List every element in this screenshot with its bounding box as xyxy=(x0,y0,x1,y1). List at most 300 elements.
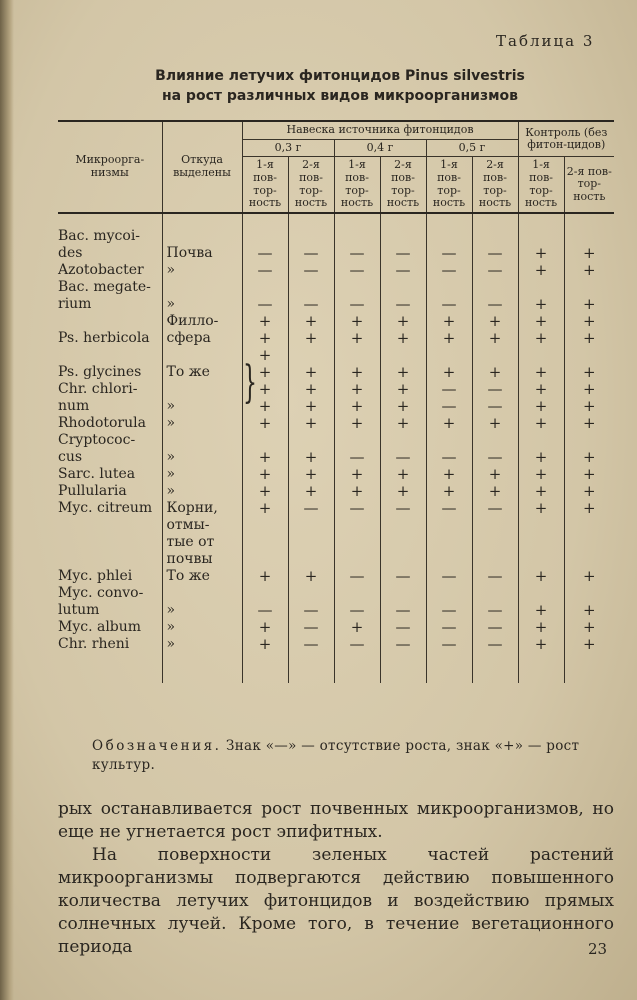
growth-mark: + xyxy=(334,466,380,483)
spacer-cell xyxy=(518,653,564,683)
growth-mark xyxy=(288,228,334,245)
header-dose: Навеска источника фитонцидов xyxy=(242,121,518,139)
microorganism-name: des xyxy=(58,244,83,261)
header-dose-03: 0,3 г xyxy=(242,139,334,157)
table-row xyxy=(58,500,614,517)
growth-mark: — xyxy=(288,296,334,313)
growth-mark: — xyxy=(426,568,472,585)
growth-mark: + xyxy=(242,398,288,415)
table-row xyxy=(58,551,614,568)
growth-mark: — xyxy=(472,500,518,517)
spacer-cell xyxy=(472,213,518,228)
growth-mark xyxy=(380,534,426,551)
growth-mark xyxy=(472,534,518,551)
table-number: Таблица 3 xyxy=(496,32,595,50)
spacer-cell xyxy=(564,653,614,683)
growth-mark: — xyxy=(426,262,472,279)
growth-mark: — xyxy=(334,500,380,517)
growth-mark xyxy=(334,534,380,551)
header-rep: 2-я пов-тор-ность xyxy=(564,157,614,213)
growth-mark: — xyxy=(472,602,518,619)
spacer-cell xyxy=(242,213,288,228)
microorganism-name: Myc. citreum xyxy=(58,499,153,516)
growth-mark: + xyxy=(426,466,472,483)
growth-mark: + xyxy=(380,313,426,330)
header-rep: 1-я пов-тор-ность xyxy=(518,157,564,213)
growth-mark: — xyxy=(380,602,426,619)
table-title-line-1: Влияние летучих фитонцидов Pinus silvestris xyxy=(155,68,525,84)
growth-mark: + xyxy=(288,568,334,585)
growth-mark: — xyxy=(426,636,472,653)
growth-mark: — xyxy=(426,449,472,466)
growth-mark: + xyxy=(564,398,614,415)
growth-mark: + xyxy=(334,381,380,398)
spacer-cell xyxy=(288,653,334,683)
microorganism-name: Cryptococ- xyxy=(58,431,136,448)
growth-mark xyxy=(518,585,564,602)
growth-mark: + xyxy=(242,466,288,483)
source-cell: » xyxy=(162,262,242,279)
microorganism-name: Pullularia xyxy=(58,482,127,499)
growth-mark: + xyxy=(564,602,614,619)
growth-mark xyxy=(472,551,518,568)
source-cell: » xyxy=(162,466,242,483)
growth-mark: + xyxy=(426,483,472,500)
growth-mark: + xyxy=(334,619,380,636)
table-row xyxy=(58,296,614,313)
growth-mark xyxy=(380,228,426,245)
growth-mark xyxy=(518,551,564,568)
microorganism-name xyxy=(58,347,162,364)
growth-mark: + xyxy=(242,330,288,347)
growth-mark: + xyxy=(518,398,564,415)
table-row xyxy=(58,653,614,683)
growth-mark: — xyxy=(334,262,380,279)
spacer-cell xyxy=(380,653,426,683)
growth-mark: + xyxy=(518,296,564,313)
source-cell: Филло- xyxy=(162,313,242,330)
growth-mark: + xyxy=(564,381,614,398)
spacer-cell xyxy=(380,213,426,228)
table-row xyxy=(58,313,614,330)
growth-mark: + xyxy=(518,449,564,466)
header-microorganisms: Микроорга-низмы xyxy=(58,121,162,213)
table-row xyxy=(58,449,614,466)
header-rep: 1-я пов-тор-ность xyxy=(334,157,380,213)
growth-mark: — xyxy=(426,398,472,415)
growth-mark xyxy=(334,432,380,449)
growth-mark xyxy=(242,432,288,449)
growth-mark xyxy=(564,534,614,551)
table-row xyxy=(58,517,614,534)
growth-mark: + xyxy=(334,415,380,432)
source-cell: отмы- xyxy=(162,517,242,534)
growth-mark: + xyxy=(472,313,518,330)
growth-mark: + xyxy=(380,381,426,398)
growth-mark xyxy=(564,585,614,602)
growth-mark xyxy=(334,551,380,568)
growth-mark: + xyxy=(242,500,288,517)
growth-mark: — xyxy=(472,296,518,313)
growth-mark: + xyxy=(380,483,426,500)
spacer-cell xyxy=(334,653,380,683)
growth-mark: + xyxy=(564,313,614,330)
growth-mark: — xyxy=(334,449,380,466)
growth-mark: + xyxy=(564,483,614,500)
growth-mark: + xyxy=(472,415,518,432)
spacer-cell xyxy=(518,213,564,228)
growth-mark xyxy=(426,347,472,364)
growth-mark: + xyxy=(288,483,334,500)
growth-mark: + xyxy=(564,466,614,483)
source-cell: » xyxy=(162,619,242,636)
spacer-cell xyxy=(564,213,614,228)
growth-mark: — xyxy=(472,568,518,585)
growth-mark xyxy=(334,228,380,245)
growth-mark: + xyxy=(426,364,472,381)
growth-mark xyxy=(288,347,334,364)
growth-mark: + xyxy=(518,636,564,653)
growth-mark: + xyxy=(242,483,288,500)
growth-mark: + xyxy=(564,364,614,381)
growth-mark: + xyxy=(288,364,334,381)
table-row xyxy=(58,415,614,432)
growth-mark xyxy=(564,517,614,534)
microorganism-name: Chr. chlori- xyxy=(58,380,138,397)
growth-mark: — xyxy=(288,500,334,517)
table-row xyxy=(58,347,614,364)
growth-mark xyxy=(518,432,564,449)
growth-mark: — xyxy=(288,619,334,636)
growth-mark: + xyxy=(242,568,288,585)
growth-mark xyxy=(380,347,426,364)
growth-mark xyxy=(472,347,518,364)
growth-mark xyxy=(380,517,426,534)
growth-mark: — xyxy=(380,636,426,653)
growth-mark: — xyxy=(426,500,472,517)
growth-mark: + xyxy=(334,483,380,500)
growth-mark: + xyxy=(472,330,518,347)
microorganism-name: Ps. herbicola xyxy=(58,329,150,346)
growth-mark xyxy=(288,551,334,568)
brace-symbol: } xyxy=(243,357,257,408)
growth-mark: + xyxy=(426,330,472,347)
spacer-cell xyxy=(288,213,334,228)
growth-mark xyxy=(242,517,288,534)
microorganism-name: Azotobacter xyxy=(58,261,144,278)
growth-mark: + xyxy=(242,449,288,466)
growth-mark xyxy=(426,585,472,602)
source-cell xyxy=(162,347,242,364)
growth-mark: + xyxy=(380,364,426,381)
growth-mark: + xyxy=(518,245,564,262)
growth-mark: — xyxy=(426,602,472,619)
microorganism-name: Myc. convo- xyxy=(58,584,144,601)
growth-mark xyxy=(334,347,380,364)
growth-mark: + xyxy=(288,415,334,432)
growth-mark: + xyxy=(242,381,288,398)
source-cell: сфера xyxy=(162,330,242,347)
growth-mark: + xyxy=(518,466,564,483)
header-rep: 1-я пов-тор-ность xyxy=(242,157,288,213)
growth-mark: + xyxy=(564,245,614,262)
microorganism-name xyxy=(58,517,162,534)
growth-mark: + xyxy=(518,364,564,381)
growth-mark: + xyxy=(288,381,334,398)
microorganism-name xyxy=(58,534,162,551)
growth-mark xyxy=(380,585,426,602)
growth-mark: — xyxy=(380,245,426,262)
growth-mark: + xyxy=(472,483,518,500)
growth-mark: + xyxy=(288,466,334,483)
table-row xyxy=(58,398,614,415)
growth-mark: + xyxy=(518,415,564,432)
growth-mark xyxy=(472,228,518,245)
growth-mark: + xyxy=(334,313,380,330)
growth-mark xyxy=(472,585,518,602)
source-cell: » xyxy=(162,449,242,466)
table-row xyxy=(58,602,614,619)
source-cell: » xyxy=(162,398,242,415)
growth-mark: + xyxy=(518,619,564,636)
growth-mark xyxy=(472,517,518,534)
growth-mark: + xyxy=(288,449,334,466)
growth-mark: + xyxy=(334,330,380,347)
source-cell: То же xyxy=(162,364,242,381)
growth-mark: — xyxy=(288,245,334,262)
growth-mark xyxy=(564,228,614,245)
growth-mark: + xyxy=(564,330,614,347)
growth-mark: + xyxy=(242,313,288,330)
growth-mark: — xyxy=(334,245,380,262)
growth-mark xyxy=(426,228,472,245)
growth-mark: + xyxy=(564,262,614,279)
spacer-cell xyxy=(162,653,242,683)
header-rep: 1-я пов-тор-ность xyxy=(426,157,472,213)
growth-mark: — xyxy=(472,398,518,415)
growth-mark: — xyxy=(472,381,518,398)
growth-mark: + xyxy=(380,466,426,483)
growth-mark xyxy=(518,228,564,245)
growth-mark xyxy=(334,279,380,296)
source-cell: Корни, xyxy=(162,500,242,517)
paragraph-1: рых останавливается рост почвенных микроорганизмов, но еще не угнетается рост эпифитных. xyxy=(58,799,614,842)
growth-mark xyxy=(518,534,564,551)
table-row xyxy=(58,432,614,449)
source-cell xyxy=(162,228,242,245)
page-number: 23 xyxy=(588,940,608,958)
table-row xyxy=(58,228,614,245)
table-row xyxy=(58,466,614,483)
growth-mark xyxy=(472,432,518,449)
table-body xyxy=(58,213,614,683)
header-rep: 2-я пов-тор-ность xyxy=(288,157,334,213)
growth-mark xyxy=(242,585,288,602)
header-source: Откуда выделены xyxy=(162,121,242,213)
body-text xyxy=(58,798,614,959)
spacer-cell xyxy=(162,213,242,228)
growth-mark: — xyxy=(472,619,518,636)
growth-mark xyxy=(288,534,334,551)
growth-mark: + xyxy=(518,330,564,347)
spacer-cell xyxy=(426,213,472,228)
table-row xyxy=(58,568,614,585)
growth-mark: + xyxy=(334,398,380,415)
growth-mark: + xyxy=(242,619,288,636)
growth-mark xyxy=(472,279,518,296)
growth-mark: + xyxy=(518,602,564,619)
growth-mark: — xyxy=(472,262,518,279)
header-control: Контроль (без фитон-цидов) xyxy=(518,121,614,157)
growth-mark: — xyxy=(426,381,472,398)
growth-mark: — xyxy=(472,636,518,653)
table-row xyxy=(58,534,614,551)
growth-mark xyxy=(426,551,472,568)
growth-mark: — xyxy=(288,636,334,653)
spacer-cell xyxy=(58,213,162,228)
header-dose-04: 0,4 г xyxy=(334,139,426,157)
microorganism-name xyxy=(58,313,162,330)
growth-mark xyxy=(380,551,426,568)
table-row xyxy=(58,619,614,636)
growth-mark: + xyxy=(518,568,564,585)
table-title-line-2: на рост различных видов микроорганизмов xyxy=(161,88,519,104)
growth-mark xyxy=(288,517,334,534)
growth-mark xyxy=(518,347,564,364)
growth-mark: + xyxy=(518,262,564,279)
growth-mark xyxy=(426,279,472,296)
source-cell xyxy=(162,585,242,602)
growth-mark xyxy=(564,432,614,449)
growth-mark xyxy=(518,517,564,534)
growth-mark xyxy=(518,279,564,296)
source-cell: » xyxy=(162,483,242,500)
growth-mark: + xyxy=(380,415,426,432)
growth-mark xyxy=(288,432,334,449)
table-row xyxy=(58,213,614,228)
growth-mark: + xyxy=(426,415,472,432)
source-cell: » xyxy=(162,602,242,619)
legend-heading: Обозначения. xyxy=(92,738,222,754)
microorganism-name: Bac. megate- xyxy=(58,278,151,295)
source-cell: То же xyxy=(162,568,242,585)
source-cell xyxy=(162,432,242,449)
spacer-cell xyxy=(334,213,380,228)
growth-mark xyxy=(426,517,472,534)
growth-mark: + xyxy=(564,449,614,466)
growth-mark: — xyxy=(472,245,518,262)
growth-mark: — xyxy=(242,262,288,279)
table-row xyxy=(58,483,614,500)
growth-mark: + xyxy=(288,398,334,415)
header-rep: 2-я пов-тор-ность xyxy=(380,157,426,213)
growth-mark: + xyxy=(242,364,288,381)
growth-mark: — xyxy=(242,296,288,313)
growth-mark: — xyxy=(380,568,426,585)
growth-mark: — xyxy=(380,449,426,466)
growth-mark: + xyxy=(564,568,614,585)
header-dose-05: 0,5 г xyxy=(426,139,518,157)
microorganism-name: num xyxy=(58,397,90,414)
microorganism-name xyxy=(58,551,162,568)
spacer-cell xyxy=(472,653,518,683)
table-row xyxy=(58,279,614,296)
microorganism-name: Myc. phlei xyxy=(58,567,133,584)
microorganism-name: cus xyxy=(58,448,83,465)
growth-mark: — xyxy=(380,500,426,517)
growth-mark xyxy=(288,585,334,602)
source-cell: » xyxy=(162,636,242,653)
legend-text: Знак «—» — отсутствие роста, знак «+» — рост культур. xyxy=(92,738,580,773)
growth-mark: — xyxy=(426,245,472,262)
source-cell xyxy=(162,381,242,398)
growth-mark: — xyxy=(334,296,380,313)
growth-mark xyxy=(288,279,334,296)
table-row xyxy=(58,636,614,653)
growth-mark: — xyxy=(426,296,472,313)
table-row xyxy=(58,381,614,398)
growth-mark: — xyxy=(334,602,380,619)
growth-mark: — xyxy=(242,245,288,262)
results-table xyxy=(58,120,614,683)
growth-mark xyxy=(242,228,288,245)
growth-mark: + xyxy=(426,313,472,330)
growth-mark xyxy=(334,517,380,534)
growth-mark xyxy=(242,279,288,296)
source-cell: тые от xyxy=(162,534,242,551)
growth-mark: + xyxy=(472,466,518,483)
growth-mark: + xyxy=(564,500,614,517)
growth-mark: + xyxy=(472,364,518,381)
growth-mark: — xyxy=(334,636,380,653)
growth-mark xyxy=(564,279,614,296)
growth-mark: + xyxy=(242,347,288,364)
growth-mark: + xyxy=(334,364,380,381)
growth-mark: + xyxy=(564,415,614,432)
page-edge-shadow xyxy=(0,0,14,1000)
microorganism-name: Rhodotorula xyxy=(58,414,146,431)
growth-mark: — xyxy=(242,602,288,619)
growth-mark: + xyxy=(564,619,614,636)
microorganism-name: Bac. mycoi- xyxy=(58,227,141,244)
growth-mark: + xyxy=(242,636,288,653)
table-row xyxy=(58,364,614,381)
growth-mark xyxy=(380,279,426,296)
growth-mark: — xyxy=(380,619,426,636)
growth-mark: + xyxy=(518,381,564,398)
growth-mark: + xyxy=(564,636,614,653)
growth-mark: — xyxy=(288,602,334,619)
growth-mark: — xyxy=(380,296,426,313)
growth-mark: + xyxy=(564,296,614,313)
growth-mark: + xyxy=(518,483,564,500)
paragraph-2: На поверхности зеленых частей растений микроорганизмы подвергаются действию повышенного количества летучих фитонцидов и воздействию прямых солнечных лучей. Кроме того, в течение вегетационного периода xyxy=(58,845,614,957)
microorganism-name: Sarc. lutea xyxy=(58,465,136,482)
table-row xyxy=(58,585,614,602)
growth-mark: + xyxy=(242,415,288,432)
microorganism-name: lutum xyxy=(58,601,100,618)
source-cell xyxy=(162,279,242,296)
growth-mark: + xyxy=(288,313,334,330)
growth-mark: + xyxy=(380,330,426,347)
growth-mark: — xyxy=(426,619,472,636)
growth-mark: + xyxy=(380,398,426,415)
source-cell: почвы xyxy=(162,551,242,568)
spacer-cell xyxy=(58,653,162,683)
table-row xyxy=(58,245,614,262)
microorganism-name: Chr. rheni xyxy=(58,635,130,652)
growth-mark xyxy=(426,432,472,449)
